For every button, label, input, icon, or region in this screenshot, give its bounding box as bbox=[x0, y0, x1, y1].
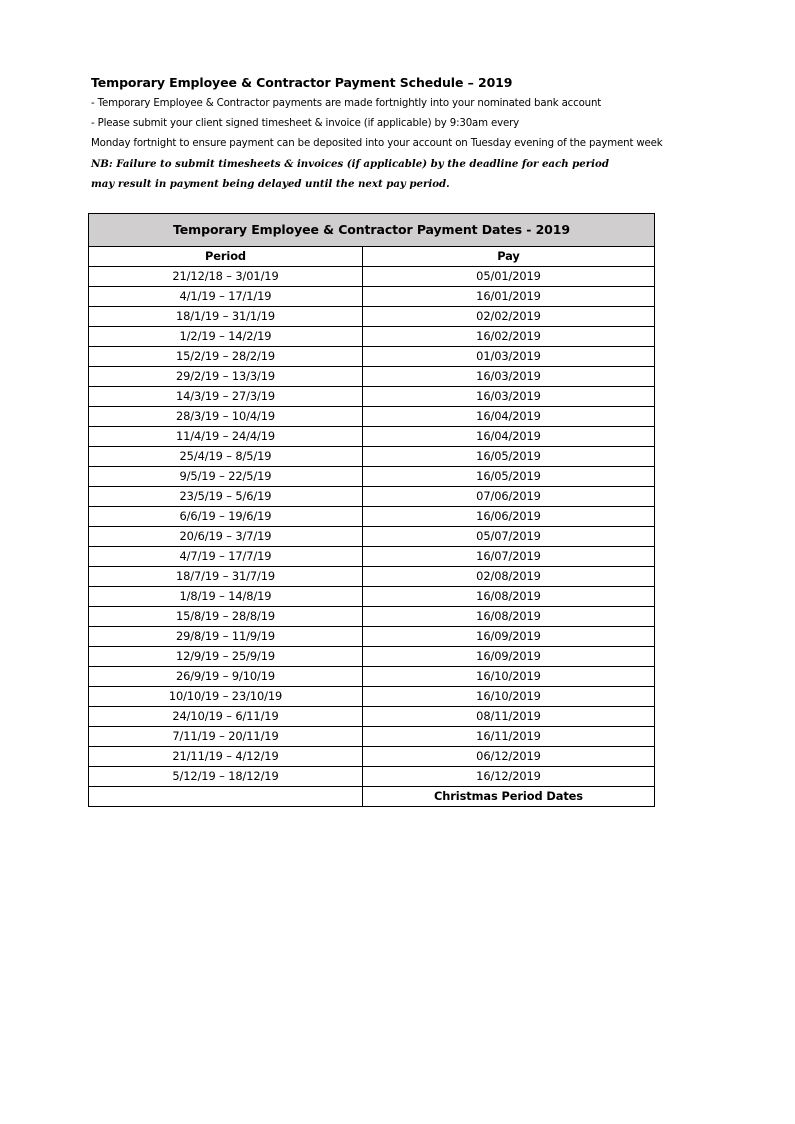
pay-date-cell: 16/04/2019 bbox=[363, 407, 655, 427]
period-cell: 20/6/19 – 3/7/19 bbox=[89, 527, 363, 547]
pay-date-cell: 06/12/2019 bbox=[363, 747, 655, 767]
table-title: Temporary Employee & Contractor Payment Dates - 2019 bbox=[89, 214, 655, 247]
intro-line-1: - Temporary Employee & Contractor payments are made fortnightly into your nominated bank account bbox=[91, 98, 602, 109]
pay-date-cell: 16/10/2019 bbox=[363, 687, 655, 707]
nb-note-line-1: NB: Failure to submit timesheets & invoices (if applicable) by the deadline for each period bbox=[91, 158, 609, 170]
period-cell: 4/7/19 – 17/7/19 bbox=[89, 547, 363, 567]
pay-date-cell: 07/06/2019 bbox=[363, 487, 655, 507]
period-cell: 14/3/19 – 27/3/19 bbox=[89, 387, 363, 407]
pay-date-cell: 16/01/2019 bbox=[363, 287, 655, 307]
table-row bbox=[89, 287, 655, 307]
pay-date-cell: 08/11/2019 bbox=[363, 707, 655, 727]
column-header-period: Period bbox=[89, 247, 363, 267]
pay-date-cell: 16/02/2019 bbox=[363, 327, 655, 347]
period-cell: 5/12/19 – 18/12/19 bbox=[89, 767, 363, 787]
table-row bbox=[89, 607, 655, 627]
period-cell: 15/2/19 – 28/2/19 bbox=[89, 347, 363, 367]
table-row bbox=[89, 307, 655, 327]
table-body bbox=[89, 267, 655, 787]
table-row bbox=[89, 387, 655, 407]
christmas-period-note: Christmas Period Dates bbox=[363, 787, 655, 807]
intro-section bbox=[91, 74, 771, 194]
pay-date-cell: 16/08/2019 bbox=[363, 587, 655, 607]
period-cell: 28/3/19 – 10/4/19 bbox=[89, 407, 363, 427]
table-row bbox=[89, 367, 655, 387]
table-row bbox=[89, 707, 655, 727]
payment-dates-table bbox=[88, 213, 655, 807]
table-row bbox=[89, 267, 655, 287]
pay-date-cell: 16/09/2019 bbox=[363, 627, 655, 647]
pay-date-cell: 16/12/2019 bbox=[363, 767, 655, 787]
pay-date-cell: 16/03/2019 bbox=[363, 387, 655, 407]
pay-date-cell: 16/10/2019 bbox=[363, 667, 655, 687]
table-row bbox=[89, 547, 655, 567]
period-cell: 1/8/19 – 14/8/19 bbox=[89, 587, 363, 607]
table-row bbox=[89, 767, 655, 787]
pay-date-cell: 16/08/2019 bbox=[363, 607, 655, 627]
pay-date-cell: 05/07/2019 bbox=[363, 527, 655, 547]
pay-date-cell: 02/08/2019 bbox=[363, 567, 655, 587]
column-header-pay: Pay bbox=[363, 247, 655, 267]
intro-line-2: - Please submit your client signed timesheet & invoice (if applicable) by 9:30am every bbox=[91, 118, 520, 129]
table-footer-row bbox=[89, 787, 655, 807]
table-row bbox=[89, 427, 655, 447]
period-cell: 21/11/19 – 4/12/19 bbox=[89, 747, 363, 767]
pay-date-cell: 16/05/2019 bbox=[363, 467, 655, 487]
document-title: Temporary Employee & Contractor Payment Schedule – 2019 bbox=[91, 75, 513, 90]
pay-date-cell: 02/02/2019 bbox=[363, 307, 655, 327]
table-row bbox=[89, 487, 655, 507]
table-row bbox=[89, 727, 655, 747]
period-cell: 24/10/19 – 6/11/19 bbox=[89, 707, 363, 727]
footer-period-cell bbox=[89, 787, 363, 807]
table-row bbox=[89, 347, 655, 367]
pay-date-cell: 16/09/2019 bbox=[363, 647, 655, 667]
period-cell: 25/4/19 – 8/5/19 bbox=[89, 447, 363, 467]
pay-date-cell: 16/07/2019 bbox=[363, 547, 655, 567]
pay-date-cell: 16/11/2019 bbox=[363, 727, 655, 747]
period-cell: 18/7/19 – 31/7/19 bbox=[89, 567, 363, 587]
pay-date-cell: 01/03/2019 bbox=[363, 347, 655, 367]
table-row bbox=[89, 627, 655, 647]
period-cell: 4/1/19 – 17/1/19 bbox=[89, 287, 363, 307]
period-cell: 11/4/19 – 24/4/19 bbox=[89, 427, 363, 447]
pay-date-cell: 16/04/2019 bbox=[363, 427, 655, 447]
period-cell: 29/2/19 – 13/3/19 bbox=[89, 367, 363, 387]
period-cell: 1/2/19 – 14/2/19 bbox=[89, 327, 363, 347]
period-cell: 7/11/19 – 20/11/19 bbox=[89, 727, 363, 747]
table-title-row bbox=[89, 214, 655, 247]
table-row bbox=[89, 567, 655, 587]
table-row bbox=[89, 687, 655, 707]
table-row bbox=[89, 467, 655, 487]
nb-note-line-2: may result in payment being delayed until the next pay period. bbox=[91, 178, 450, 190]
period-cell: 23/5/19 – 5/6/19 bbox=[89, 487, 363, 507]
period-cell: 18/1/19 – 31/1/19 bbox=[89, 307, 363, 327]
period-cell: 29/8/19 – 11/9/19 bbox=[89, 627, 363, 647]
table-row bbox=[89, 447, 655, 467]
period-cell: 26/9/19 – 9/10/19 bbox=[89, 667, 363, 687]
table-row bbox=[89, 507, 655, 527]
table-row bbox=[89, 527, 655, 547]
pay-date-cell: 16/05/2019 bbox=[363, 447, 655, 467]
period-cell: 9/5/19 – 22/5/19 bbox=[89, 467, 363, 487]
table-row bbox=[89, 327, 655, 347]
period-cell: 21/12/18 – 3/01/19 bbox=[89, 267, 363, 287]
period-cell: 6/6/19 – 19/6/19 bbox=[89, 507, 363, 527]
period-cell: 12/9/19 – 25/9/19 bbox=[89, 647, 363, 667]
intro-line-3: Monday fortnight to ensure payment can be deposited into your account on Tuesday evening of the payment week bbox=[91, 138, 663, 149]
period-cell: 15/8/19 – 28/8/19 bbox=[89, 607, 363, 627]
table-row bbox=[89, 667, 655, 687]
table-row bbox=[89, 647, 655, 667]
pay-date-cell: 16/03/2019 bbox=[363, 367, 655, 387]
pay-date-cell: 05/01/2019 bbox=[363, 267, 655, 287]
table-header-row bbox=[89, 247, 655, 267]
table-row bbox=[89, 407, 655, 427]
table-row bbox=[89, 587, 655, 607]
period-cell: 10/10/19 – 23/10/19 bbox=[89, 687, 363, 707]
table-row bbox=[89, 747, 655, 767]
pay-date-cell: 16/06/2019 bbox=[363, 507, 655, 527]
